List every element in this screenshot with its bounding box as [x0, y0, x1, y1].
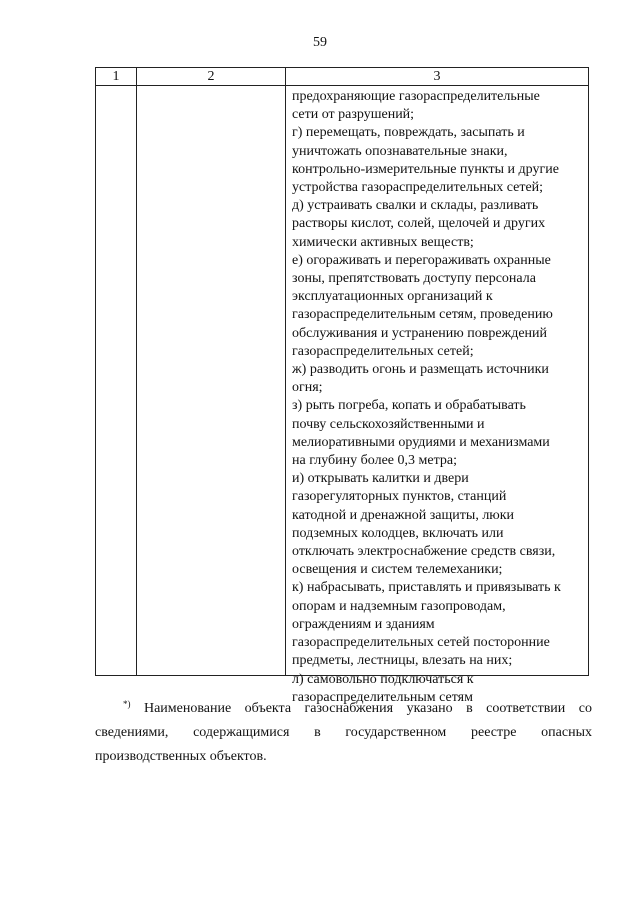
text-line: ж) разводить огонь и размещать источники	[292, 362, 549, 378]
table-header-row	[96, 68, 589, 86]
text-line: предохраняющие газораспределительные	[292, 89, 540, 104]
footnote-line-1	[95, 692, 592, 721]
text-line: освещения и систем телемеханики;	[292, 562, 503, 578]
text-line: д) устраивать свалки и склады, разливать	[292, 198, 539, 214]
column-header-1: 1	[96, 68, 137, 86]
text-line: к) набрасывать, приставлять и привязывать к	[292, 580, 561, 596]
text-line: и) открывать калитки и двери	[292, 471, 469, 487]
text-line: сети от разрушений;	[292, 107, 415, 123]
text-line: растворы кислот, солей, щелочей и других	[292, 216, 546, 232]
text-line: контрольно-измерительные пункты и другие	[292, 161, 559, 177]
table-cell-col2	[137, 86, 286, 676]
text-line: зоны, препятствовать доступу персонала	[292, 271, 536, 287]
text-line: предметы, лестницы, влезать на них;	[292, 653, 513, 669]
text-line: мелиоративными орудиями и механизмами	[292, 434, 550, 450]
footnote	[95, 692, 592, 769]
text-line: почву сельскохозяйственными и	[292, 416, 485, 432]
text-line: газорегуляторных пунктов, станций	[292, 489, 507, 505]
column-header-3: 3	[286, 68, 589, 86]
text-line: газораспределительных сетей посторонние	[292, 635, 550, 651]
footnote-line-3: производственных объектов.	[95, 749, 267, 764]
text-line: устройства газораспределительных сетей;	[292, 180, 544, 196]
prohibitions-text	[286, 86, 588, 705]
text-line: газораспределительным сетям, проведению	[292, 307, 553, 323]
text-line: обслуживания и устранению повреждений	[292, 325, 548, 341]
footnote-text-1: Наименование объекта газоснабжения указано в соответствии со	[143, 701, 592, 716]
text-line: з) рыть погреба, копать и обрабатывать	[292, 398, 526, 414]
text-line: ограждениям и зданиям	[292, 616, 435, 632]
text-line: на глубину более 0,3 метра;	[292, 453, 457, 469]
text-line: отключать электроснабжение средств связи,	[292, 544, 556, 560]
table-cell-col3	[286, 86, 589, 705]
text-line: уничтожать опознавательные знаки,	[292, 143, 508, 159]
text-line: газораспределительных сетей;	[292, 343, 474, 359]
text-line: подземных колодцев, включать или	[292, 525, 504, 541]
table-cell-col1	[96, 86, 137, 676]
footnote-line-2: сведениями, содержащимися в государственном реестре опасных	[95, 725, 592, 740]
table-row	[96, 86, 589, 676]
text-line: опорам и надземным газопроводам,	[292, 598, 506, 614]
text-line: огня;	[292, 380, 323, 396]
column-header-2: 2	[137, 68, 286, 86]
text-line: е) огораживать и перегораживать охранные	[292, 252, 551, 268]
text-line: химически активных веществ;	[292, 234, 474, 250]
page-number: 59	[313, 35, 327, 50]
text-line: г) перемещать, повреждать, засыпать и	[292, 125, 525, 141]
text-line: катодной и дренажной защиты, люки	[292, 507, 515, 523]
text-line: эксплуатационных организаций к	[292, 289, 493, 305]
footnote-marker: *)	[123, 699, 131, 709]
content-table	[95, 67, 589, 705]
text-line: газораспределительным сетям	[292, 689, 473, 705]
text-line: л) самовольно подключаться к	[292, 671, 474, 687]
